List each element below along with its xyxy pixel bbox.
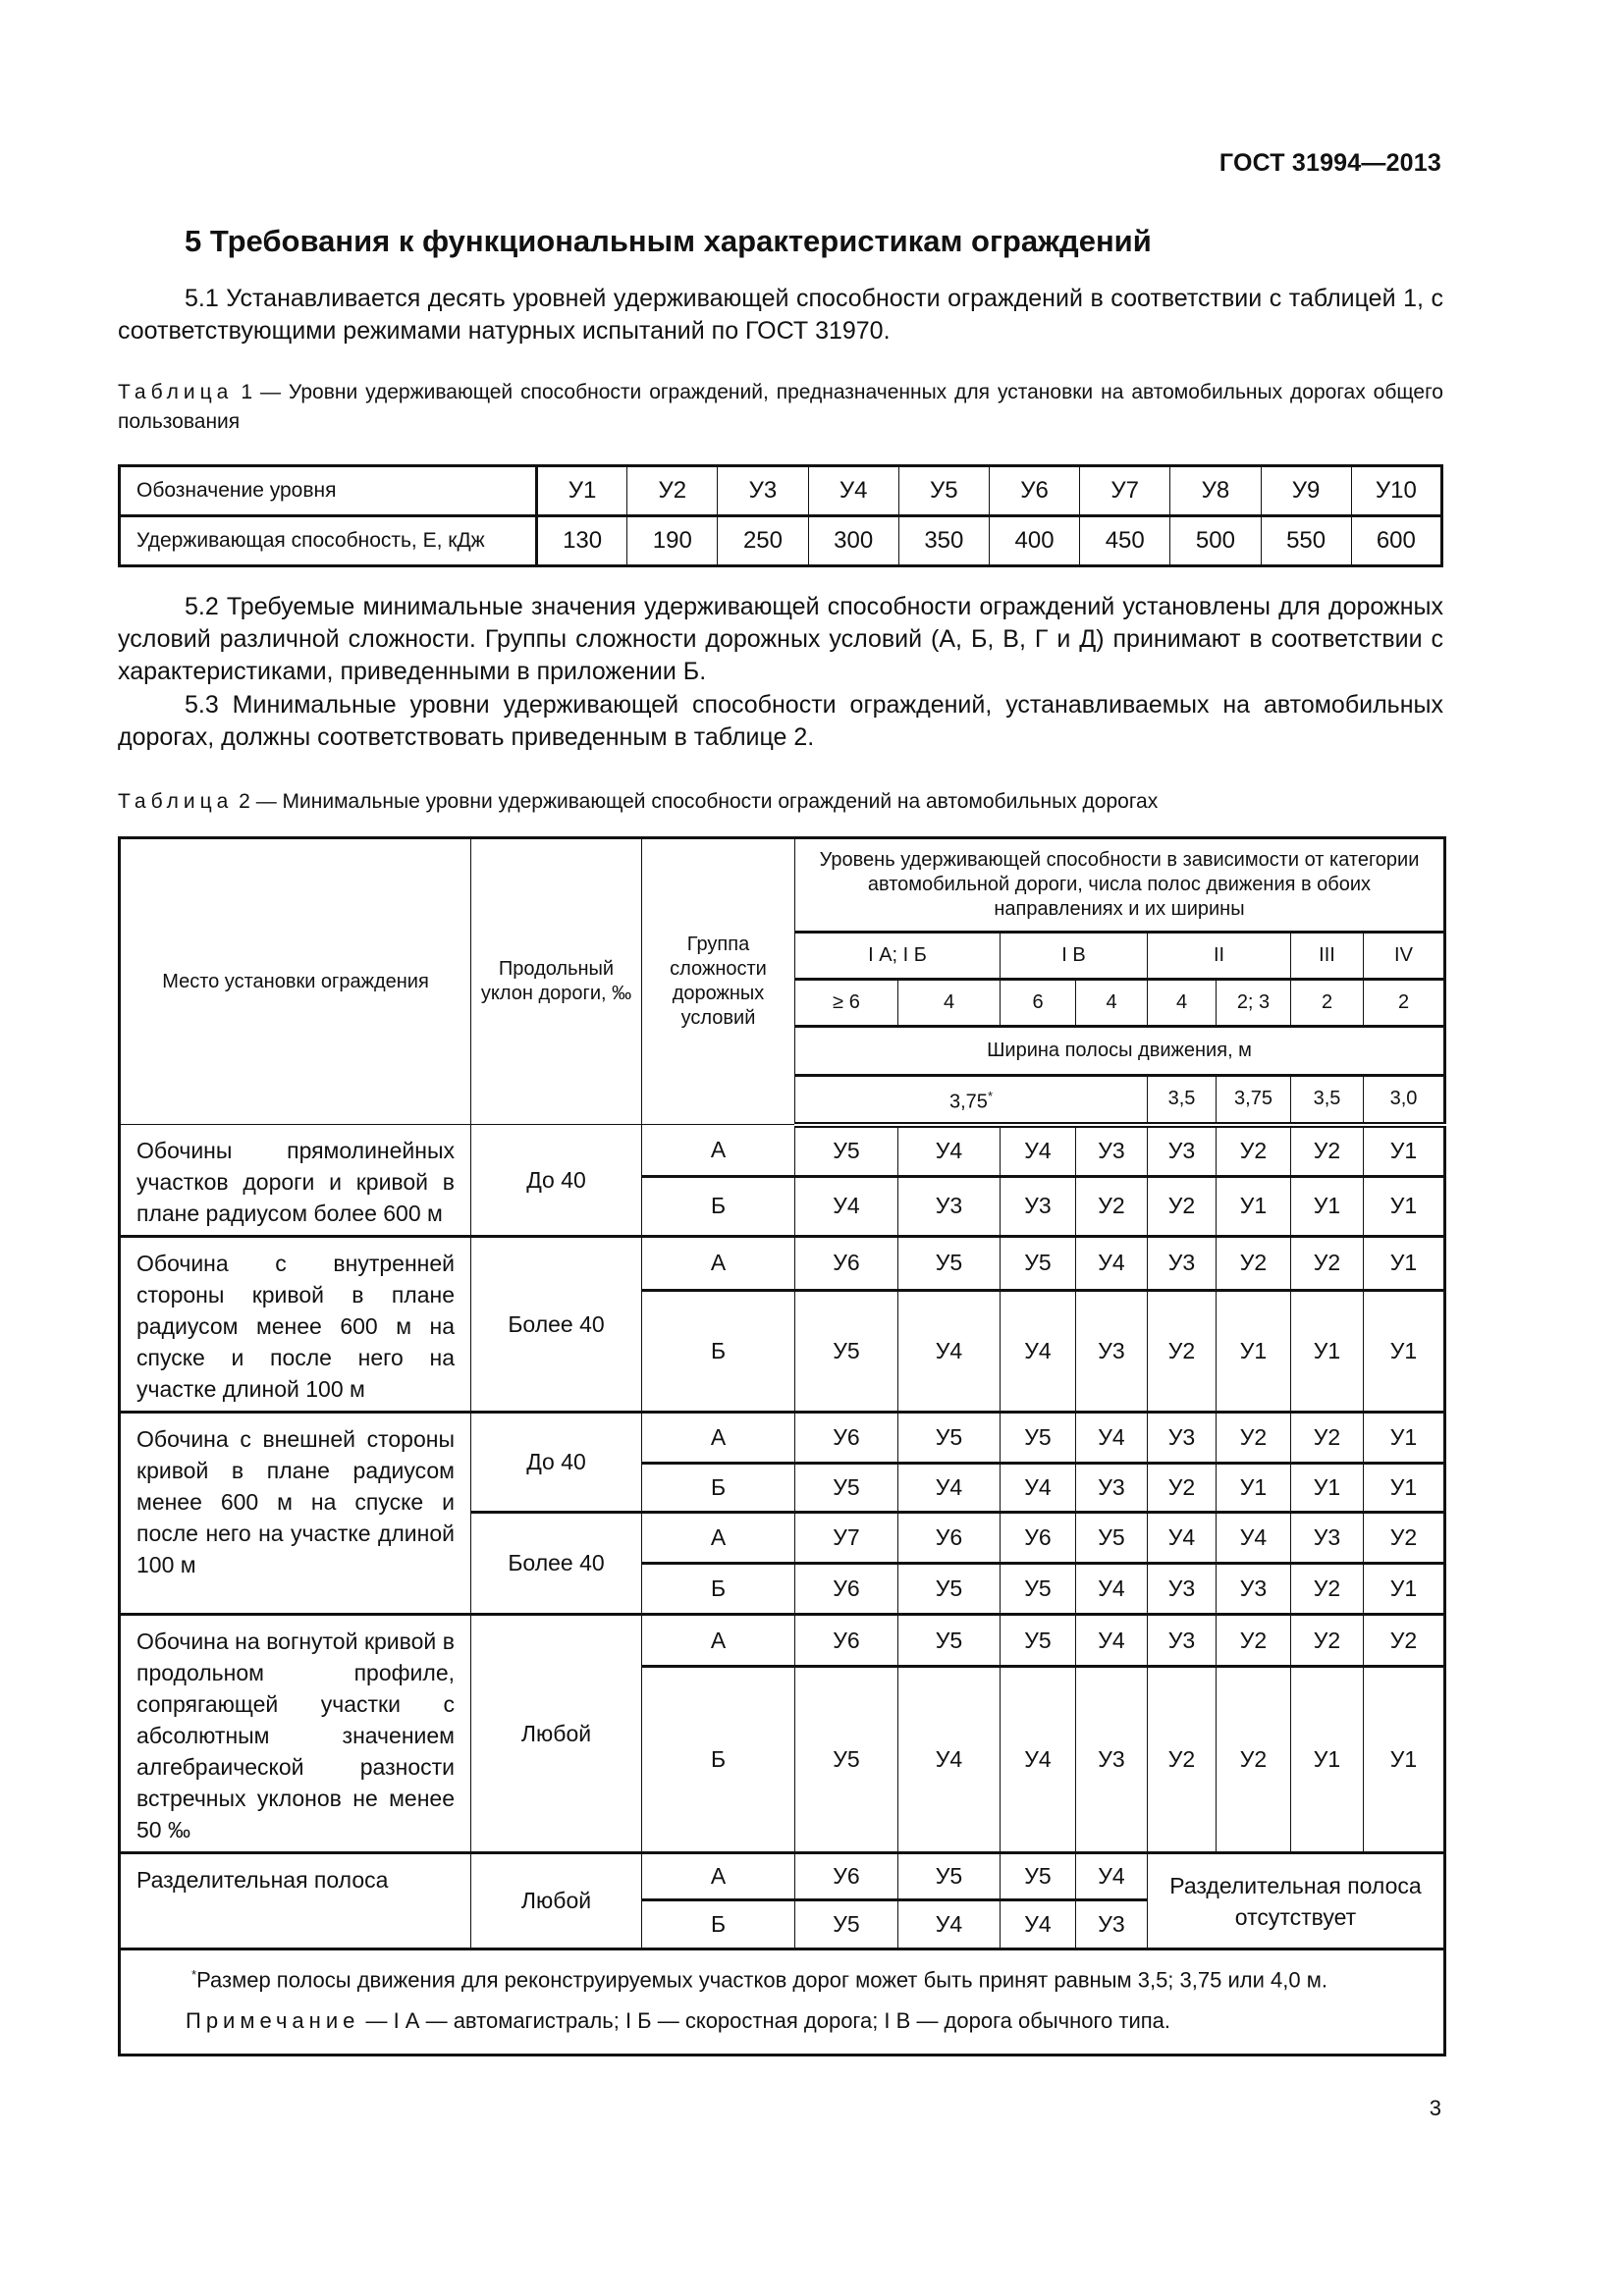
level-cell: У2 — [1217, 1125, 1291, 1177]
level-cell: У4 — [1001, 1900, 1076, 1949]
level-cell: У5 — [795, 1464, 898, 1513]
level-cell: У5 — [898, 1853, 1001, 1900]
category-cell: II — [1148, 933, 1291, 980]
level-cell: У2 — [1217, 1667, 1291, 1853]
level-cell: У5 — [1076, 1513, 1148, 1564]
level-cell: У10 — [1351, 466, 1441, 516]
level-cell: У1 — [1364, 1176, 1445, 1236]
lanes-cell: 2 — [1291, 980, 1364, 1027]
header-row — [120, 838, 1445, 933]
level-cell: У1 — [1291, 1464, 1364, 1513]
level-cell: У1 — [1217, 1176, 1291, 1236]
table1-caption: Таблица 1 — Уровни удерживающей способности ограждений, предназначенных для установки на автомобильных дорогах общего пользования — [118, 381, 1443, 433]
level-cell: У1 — [1364, 1667, 1445, 1853]
level-cell: У6 — [795, 1853, 898, 1900]
lanes-cell: 2; 3 — [1217, 980, 1291, 1027]
lanes-cell: 4 — [1076, 980, 1148, 1027]
group-cell: А — [642, 1853, 795, 1900]
lanes-cell: 2 — [1364, 980, 1445, 1027]
width-cell: 3,0 — [1364, 1076, 1445, 1125]
level-cell: У2 — [1217, 1413, 1291, 1464]
level-cell: У3 — [1148, 1237, 1217, 1291]
level-cell: У4 — [1076, 1853, 1148, 1900]
footnote-text: *Размер полосы движения для реконструируемых участков дорог может быть принят равным 3,5; 3,75 или 4,0 м. — [191, 1967, 1327, 1993]
level-cell: У4 — [1001, 1125, 1076, 1177]
lanes-cell: 4 — [1148, 980, 1217, 1027]
level-cell: У6 — [898, 1513, 1001, 1564]
energy-cell: 250 — [718, 516, 808, 566]
lanes-cell: 4 — [898, 980, 1001, 1027]
level-cell: У1 — [1364, 1564, 1445, 1615]
group-cell: Б — [642, 1564, 795, 1615]
footnote-marker: * — [987, 1088, 993, 1103]
level-cell: У4 — [1001, 1464, 1076, 1513]
header-slope: Продольный уклон дороги, ‰ — [471, 838, 642, 1125]
level-cell: У1 — [1364, 1290, 1445, 1412]
level-cell: У7 — [1080, 466, 1170, 516]
footnote-cell — [120, 1949, 1445, 2056]
level-cell: У2 — [1217, 1237, 1291, 1291]
caption-word: Таблица — [118, 381, 234, 403]
level-cell: У6 — [795, 1615, 898, 1667]
group-cell: Б — [642, 1290, 795, 1412]
level-cell: У4 — [1076, 1615, 1148, 1667]
level-cell: У6 — [1001, 1513, 1076, 1564]
table-row — [120, 1413, 1445, 1464]
lanes-cell: 6 — [1001, 980, 1076, 1027]
level-cell: У5 — [795, 1667, 898, 1853]
document-id: ГОСТ 31994—2013 — [1218, 149, 1441, 177]
level-cell: У3 — [718, 466, 808, 516]
place-cell: Обочина на вогнутой кривой в продольном профиле, сопрягающей участки с абсолютным значением алгебраической разности встречных уклонов не менее 50 ‰ — [120, 1615, 471, 1853]
level-cell: У4 — [795, 1176, 898, 1236]
level-cell: У7 — [795, 1513, 898, 1564]
level-cell: У6 — [795, 1237, 898, 1291]
level-cell: У4 — [898, 1464, 1001, 1513]
level-cell: У4 — [898, 1290, 1001, 1412]
slope-cell: До 40 — [471, 1413, 642, 1513]
median-absent-cell: Разделительная полоса отсутствует — [1148, 1853, 1445, 1949]
row-label: Удерживающая способность, Е, кДж — [120, 516, 537, 566]
level-cell: У4 — [808, 466, 898, 516]
level-cell: У5 — [795, 1125, 898, 1177]
level-cell: У4 — [1217, 1513, 1291, 1564]
level-cell: У2 — [1364, 1513, 1445, 1564]
energy-cell: 450 — [1080, 516, 1170, 566]
group-cell: Б — [642, 1464, 795, 1513]
page-number: 3 — [1429, 2096, 1441, 2120]
level-cell: У2 — [1148, 1667, 1217, 1853]
group-cell: А — [642, 1237, 795, 1291]
level-cell: У2 — [1148, 1464, 1217, 1513]
level-cell: У6 — [989, 466, 1079, 516]
level-cell: У2 — [627, 466, 718, 516]
level-cell: У5 — [898, 1615, 1001, 1667]
level-cell: У4 — [1076, 1413, 1148, 1464]
group-cell: А — [642, 1125, 795, 1177]
energy-cell: 300 — [808, 516, 898, 566]
level-cell: У4 — [898, 1125, 1001, 1177]
paragraph-5-1: 5.1 Устанавливается десять уровней удерживающей способности ограждений в соответствии с таблицей 1, с соответствующими режимами натурных испытаний по ГОСТ 31970. — [118, 285, 1443, 345]
level-cell: У4 — [1001, 1667, 1076, 1853]
level-cell: У3 — [1148, 1564, 1217, 1615]
level-cell: У2 — [1076, 1176, 1148, 1236]
energy-cell: 130 — [537, 516, 627, 566]
table-note: Примечание — I А — автомагистраль; I Б — скоростная дорога; I В — дорога обычного типа. — [186, 2008, 1170, 2034]
level-cell: У3 — [898, 1176, 1001, 1236]
header-level-title: Уровень удерживающей способности в зависимости от категории автомобильной дороги, числа полос движения в обоих направлениях и их ширины — [795, 838, 1445, 933]
level-cell: У3 — [1148, 1615, 1217, 1667]
level-cell: У3 — [1076, 1464, 1148, 1513]
header-place: Место установки ограждения — [120, 838, 471, 1125]
level-cell: У6 — [795, 1564, 898, 1615]
level-cell: У8 — [1170, 466, 1261, 516]
table-row — [120, 1615, 1445, 1667]
width-cell: 3,75 — [1217, 1076, 1291, 1125]
section-title: 5 Требования к функциональным характеристикам ограждений — [185, 224, 1152, 258]
level-cell: У9 — [1261, 466, 1351, 516]
energy-cell: 190 — [627, 516, 718, 566]
category-cell: III — [1291, 933, 1364, 980]
level-cell: У2 — [1291, 1564, 1364, 1615]
level-cell: У1 — [1217, 1464, 1291, 1513]
level-cell: У1 — [1291, 1290, 1364, 1412]
level-cell: У5 — [898, 1413, 1001, 1464]
table-2-minimum-levels — [118, 836, 1446, 2056]
group-cell: А — [642, 1615, 795, 1667]
level-cell: У3 — [1076, 1125, 1148, 1177]
energy-cell: 550 — [1261, 516, 1351, 566]
level-cell: У2 — [1217, 1615, 1291, 1667]
level-cell: У3 — [1217, 1564, 1291, 1615]
slope-cell: Любой — [471, 1853, 642, 1949]
place-cell: Обочины прямолинейных участков дороги и кривой в плане радиусом более 600 м — [120, 1125, 471, 1237]
table-row — [120, 516, 1442, 566]
level-cell: У3 — [1076, 1900, 1148, 1949]
table-1-levels — [118, 464, 1443, 567]
level-cell: У2 — [1148, 1290, 1217, 1412]
level-cell: У1 — [1217, 1290, 1291, 1412]
energy-cell: 350 — [898, 516, 989, 566]
level-cell: У5 — [1001, 1615, 1076, 1667]
level-cell: У5 — [898, 1237, 1001, 1291]
level-cell: У4 — [1148, 1513, 1217, 1564]
level-cell: У2 — [1148, 1176, 1217, 1236]
level-cell: У5 — [1001, 1564, 1076, 1615]
paragraph-5-2: 5.2 Требуемые минимальные значения удерживающей способности ограждений установлены для дорожных условий различной сложности. Группы сложности дорожных условий (А, Б, В, Г и Д) принимают в соответствии с характеристиками, приведенными в приложении Б. — [118, 593, 1443, 685]
level-cell: У3 — [1148, 1125, 1217, 1177]
level-cell: У4 — [1076, 1237, 1148, 1291]
slope-cell: Более 40 — [471, 1237, 642, 1413]
header-group: Группа сложности дорожных условий — [642, 838, 795, 1125]
slope-cell: До 40 — [471, 1125, 642, 1237]
level-cell: У5 — [795, 1900, 898, 1949]
level-cell: У4 — [1076, 1564, 1148, 1615]
level-cell: У6 — [795, 1413, 898, 1464]
width-cell: 3,75* — [795, 1076, 1148, 1125]
level-cell: У1 — [1291, 1176, 1364, 1236]
level-cell: У5 — [1001, 1237, 1076, 1291]
footnote-row — [120, 1949, 1445, 2056]
lanes-cell: ≥ 6 — [795, 980, 898, 1027]
width-cell: 3,5 — [1291, 1076, 1364, 1125]
level-cell: У3 — [1001, 1176, 1076, 1236]
category-cell: IV — [1364, 933, 1445, 980]
level-cell: У5 — [795, 1290, 898, 1412]
category-cell: I В — [1001, 933, 1148, 980]
level-cell: У5 — [1001, 1853, 1076, 1900]
table-row — [120, 1237, 1445, 1291]
group-cell: Б — [642, 1667, 795, 1853]
level-cell: У1 — [1364, 1464, 1445, 1513]
level-cell: У4 — [898, 1667, 1001, 1853]
energy-cell: 400 — [989, 516, 1079, 566]
table-row — [120, 1853, 1445, 1900]
level-cell: У1 — [537, 466, 627, 516]
group-cell: А — [642, 1513, 795, 1564]
table-row — [120, 1125, 1445, 1177]
level-cell: У2 — [1291, 1615, 1364, 1667]
level-cell: У1 — [1291, 1667, 1364, 1853]
level-cell: У3 — [1076, 1667, 1148, 1853]
group-cell: Б — [642, 1900, 795, 1949]
place-cell: Обочина с внешней стороны кривой в плане радиусом менее 600 м на спуске и после него на участке длиной 100 м — [120, 1413, 471, 1615]
place-cell: Разделительная полоса — [120, 1853, 471, 1949]
level-cell: У1 — [1364, 1237, 1445, 1291]
slope-cell: Более 40 — [471, 1513, 642, 1615]
width-cell: 3,5 — [1148, 1076, 1217, 1125]
level-cell: У2 — [1291, 1237, 1364, 1291]
paragraph-5-3: 5.3 Минимальные уровни удерживающей способности ограждений, устанавливаемых на автомобильных дорогах, должны соответствовать приведенным в таблице 2. — [118, 691, 1443, 751]
row-label: Обозначение уровня — [120, 466, 537, 516]
level-cell: У1 — [1364, 1125, 1445, 1177]
header-width-title: Ширина полосы движения, м — [795, 1027, 1445, 1076]
level-cell: У4 — [1001, 1290, 1076, 1412]
level-cell: У3 — [1291, 1513, 1364, 1564]
energy-cell: 500 — [1170, 516, 1261, 566]
table2-caption: Таблица 2 — Минимальные уровни удерживающей способности ограждений на автомобильных дорогах — [118, 790, 1159, 813]
level-cell: У5 — [898, 466, 989, 516]
level-cell: У3 — [1148, 1413, 1217, 1464]
caption-word: Таблица — [118, 790, 234, 813]
energy-cell: 600 — [1351, 516, 1441, 566]
level-cell: У3 — [1076, 1290, 1148, 1412]
level-cell: У2 — [1364, 1615, 1445, 1667]
group-cell: Б — [642, 1176, 795, 1236]
slope-cell: Любой — [471, 1615, 642, 1853]
level-cell: У1 — [1364, 1413, 1445, 1464]
category-cell: I А; I Б — [795, 933, 1001, 980]
level-cell: У2 — [1291, 1125, 1364, 1177]
group-cell: А — [642, 1413, 795, 1464]
level-cell: У5 — [898, 1564, 1001, 1615]
place-cell: Обочина с внутренней стороны кривой в плане радиусом менее 600 м на спуске и после него на участке длиной 100 м — [120, 1237, 471, 1413]
level-cell: У4 — [898, 1900, 1001, 1949]
level-cell: У2 — [1291, 1413, 1364, 1464]
table-row — [120, 466, 1442, 516]
level-cell: У5 — [1001, 1413, 1076, 1464]
